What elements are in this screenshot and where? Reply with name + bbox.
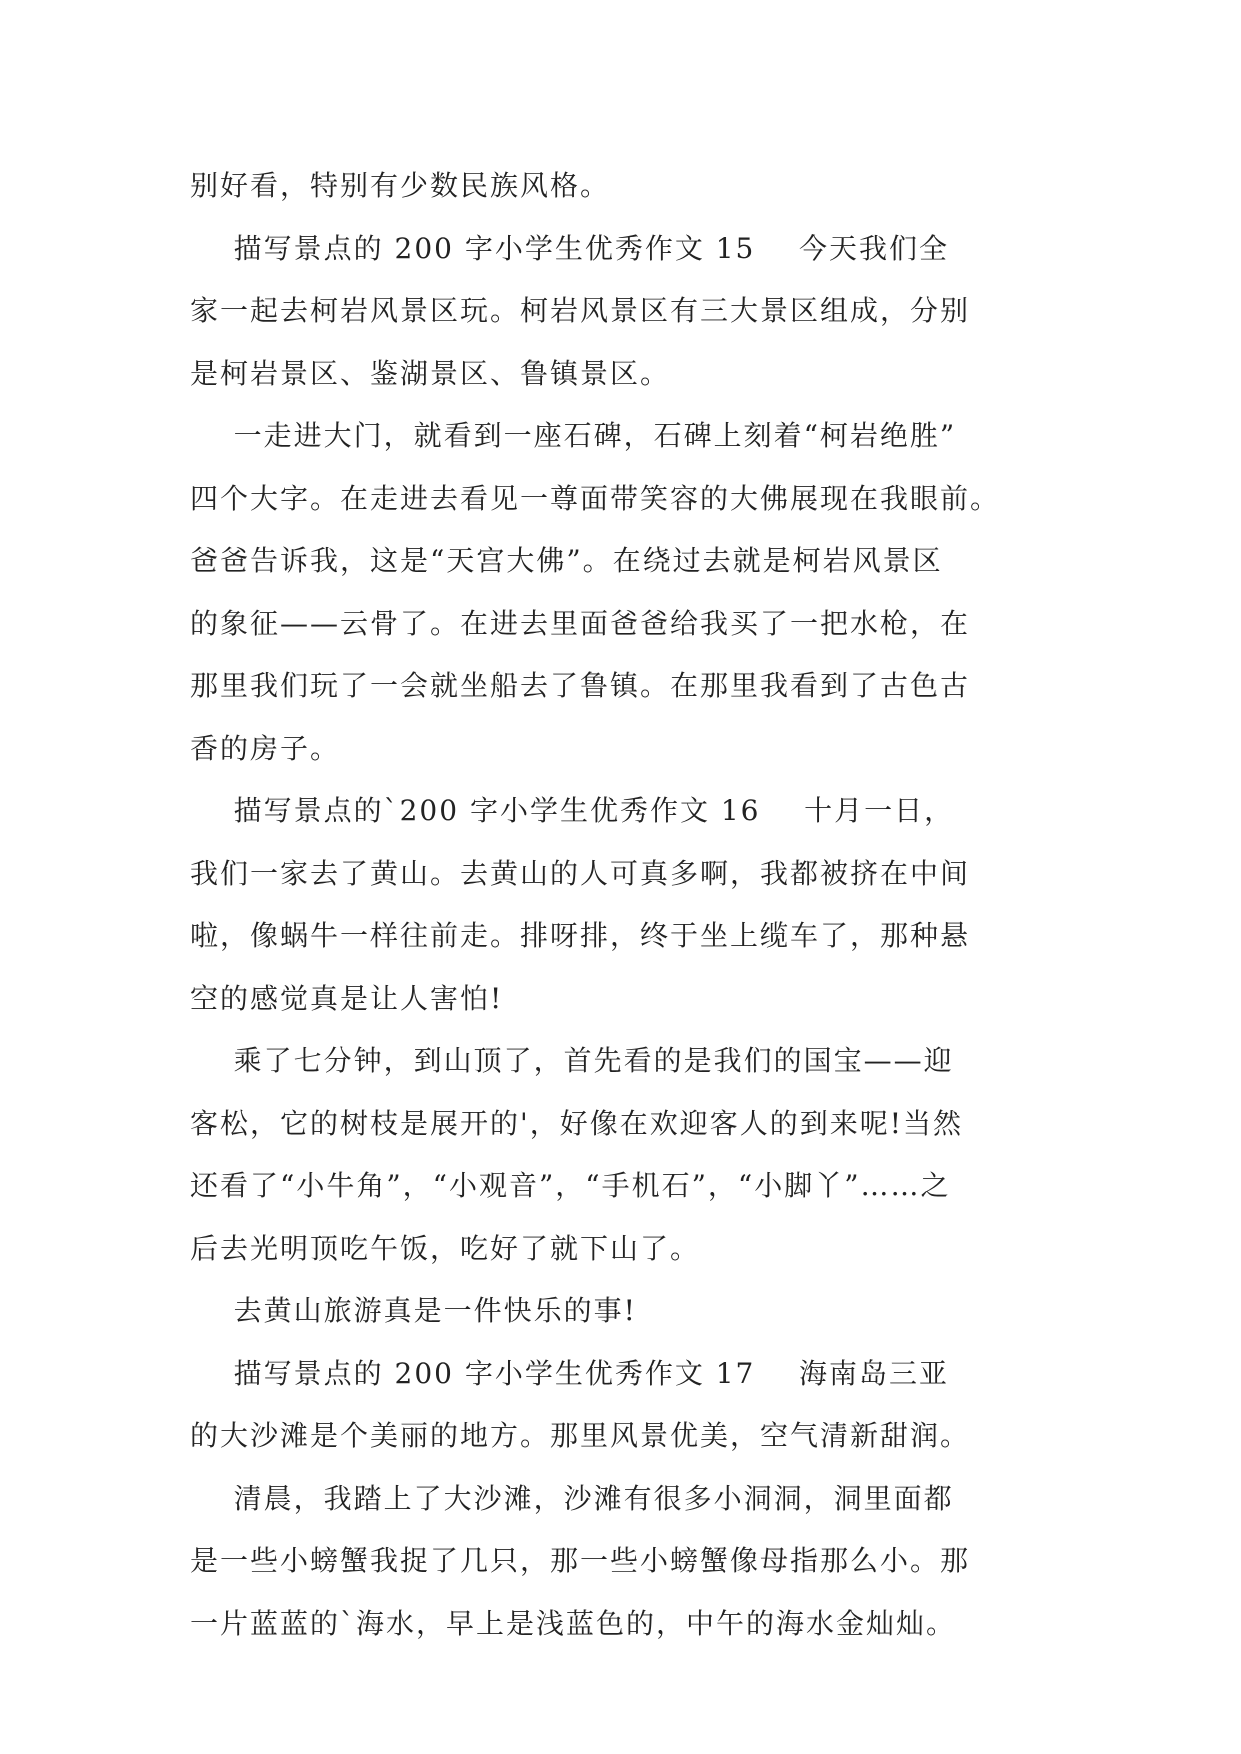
text-line: 是柯岩景区、鉴湖景区、鲁镇景区。 (190, 356, 671, 390)
text-line: 别好看，特别有少数民族风格。 (190, 169, 611, 202)
text-line: 的大沙滩是个美丽的地方。那里风景优美，空气清新甜润。 (190, 1419, 971, 1452)
text-line: 还看了“小牛角”，“小观音”，“手机石”，“小脚丫”……之 (190, 1169, 951, 1202)
text-line: 爸爸告诉我，这是“天宫大佛”。在绕过去就是柯岩风景区 (190, 544, 943, 577)
text-line: 四个大字。在走进去看见一尊面带笑容的大佛展现在我眼前。 (190, 481, 1001, 515)
text-line: 乘了七分钟，到山顶了，首先看的是我们的国宝——迎 (190, 1044, 954, 1077)
text-line: 的象征——云骨了。在进去里面爸爸给我买了一把水枪，在 (190, 606, 971, 640)
text-line: 去黄山旅游真是一件快乐的事! (190, 1294, 637, 1327)
text-line: 那里我们玩了一会就坐船去了鲁镇。在那里我看到了古色古 (190, 669, 971, 702)
text-line: 清晨，我踏上了大沙滩，沙滩有很多小洞洞，洞里面都 (190, 1481, 954, 1515)
text-line: 一片蓝蓝的`海水，早上是浅蓝色的，中午的海水金灿灿。 (190, 1606, 957, 1640)
text-line: 描写景点的 200 字小学生优秀作文 15 今天我们全 (190, 231, 949, 265)
text-line: 描写景点的`200 字小学生优秀作文 16 十月一日， (190, 794, 955, 827)
text-line: 后去光明顶吃午饭，吃好了就下山了。 (190, 1231, 701, 1265)
text-line: 家一起去柯岩风景区玩。柯岩风景区有三大景区组成，分别 (190, 294, 971, 327)
text-line: 我们一家去了黄山。去黄山的人可真多啊，我都被挤在中间 (190, 856, 971, 890)
text-line: 空的感觉真是让人害怕! (190, 981, 504, 1015)
text-line: 客松，它的树枝是展开的'，好像在欢迎客人的到来呢!当然 (190, 1106, 963, 1140)
text-line: 描写景点的 200 字小学生优秀作文 17 海南岛三亚 (190, 1356, 949, 1390)
text-line: 一走进大门，就看到一座石碑，石碑上刻着“柯岩绝胜” (190, 419, 957, 452)
body-text (190, 155, 1070, 1655)
text-line: 香的房子。 (190, 731, 341, 765)
text-line: 啦，像蜗牛一样往前走。排呀排，终于坐上缆车了，那种悬 (190, 919, 971, 952)
text-line: 是一些小螃蟹我捉了几只，那一些小螃蟹像母指那么小。那 (190, 1544, 971, 1577)
